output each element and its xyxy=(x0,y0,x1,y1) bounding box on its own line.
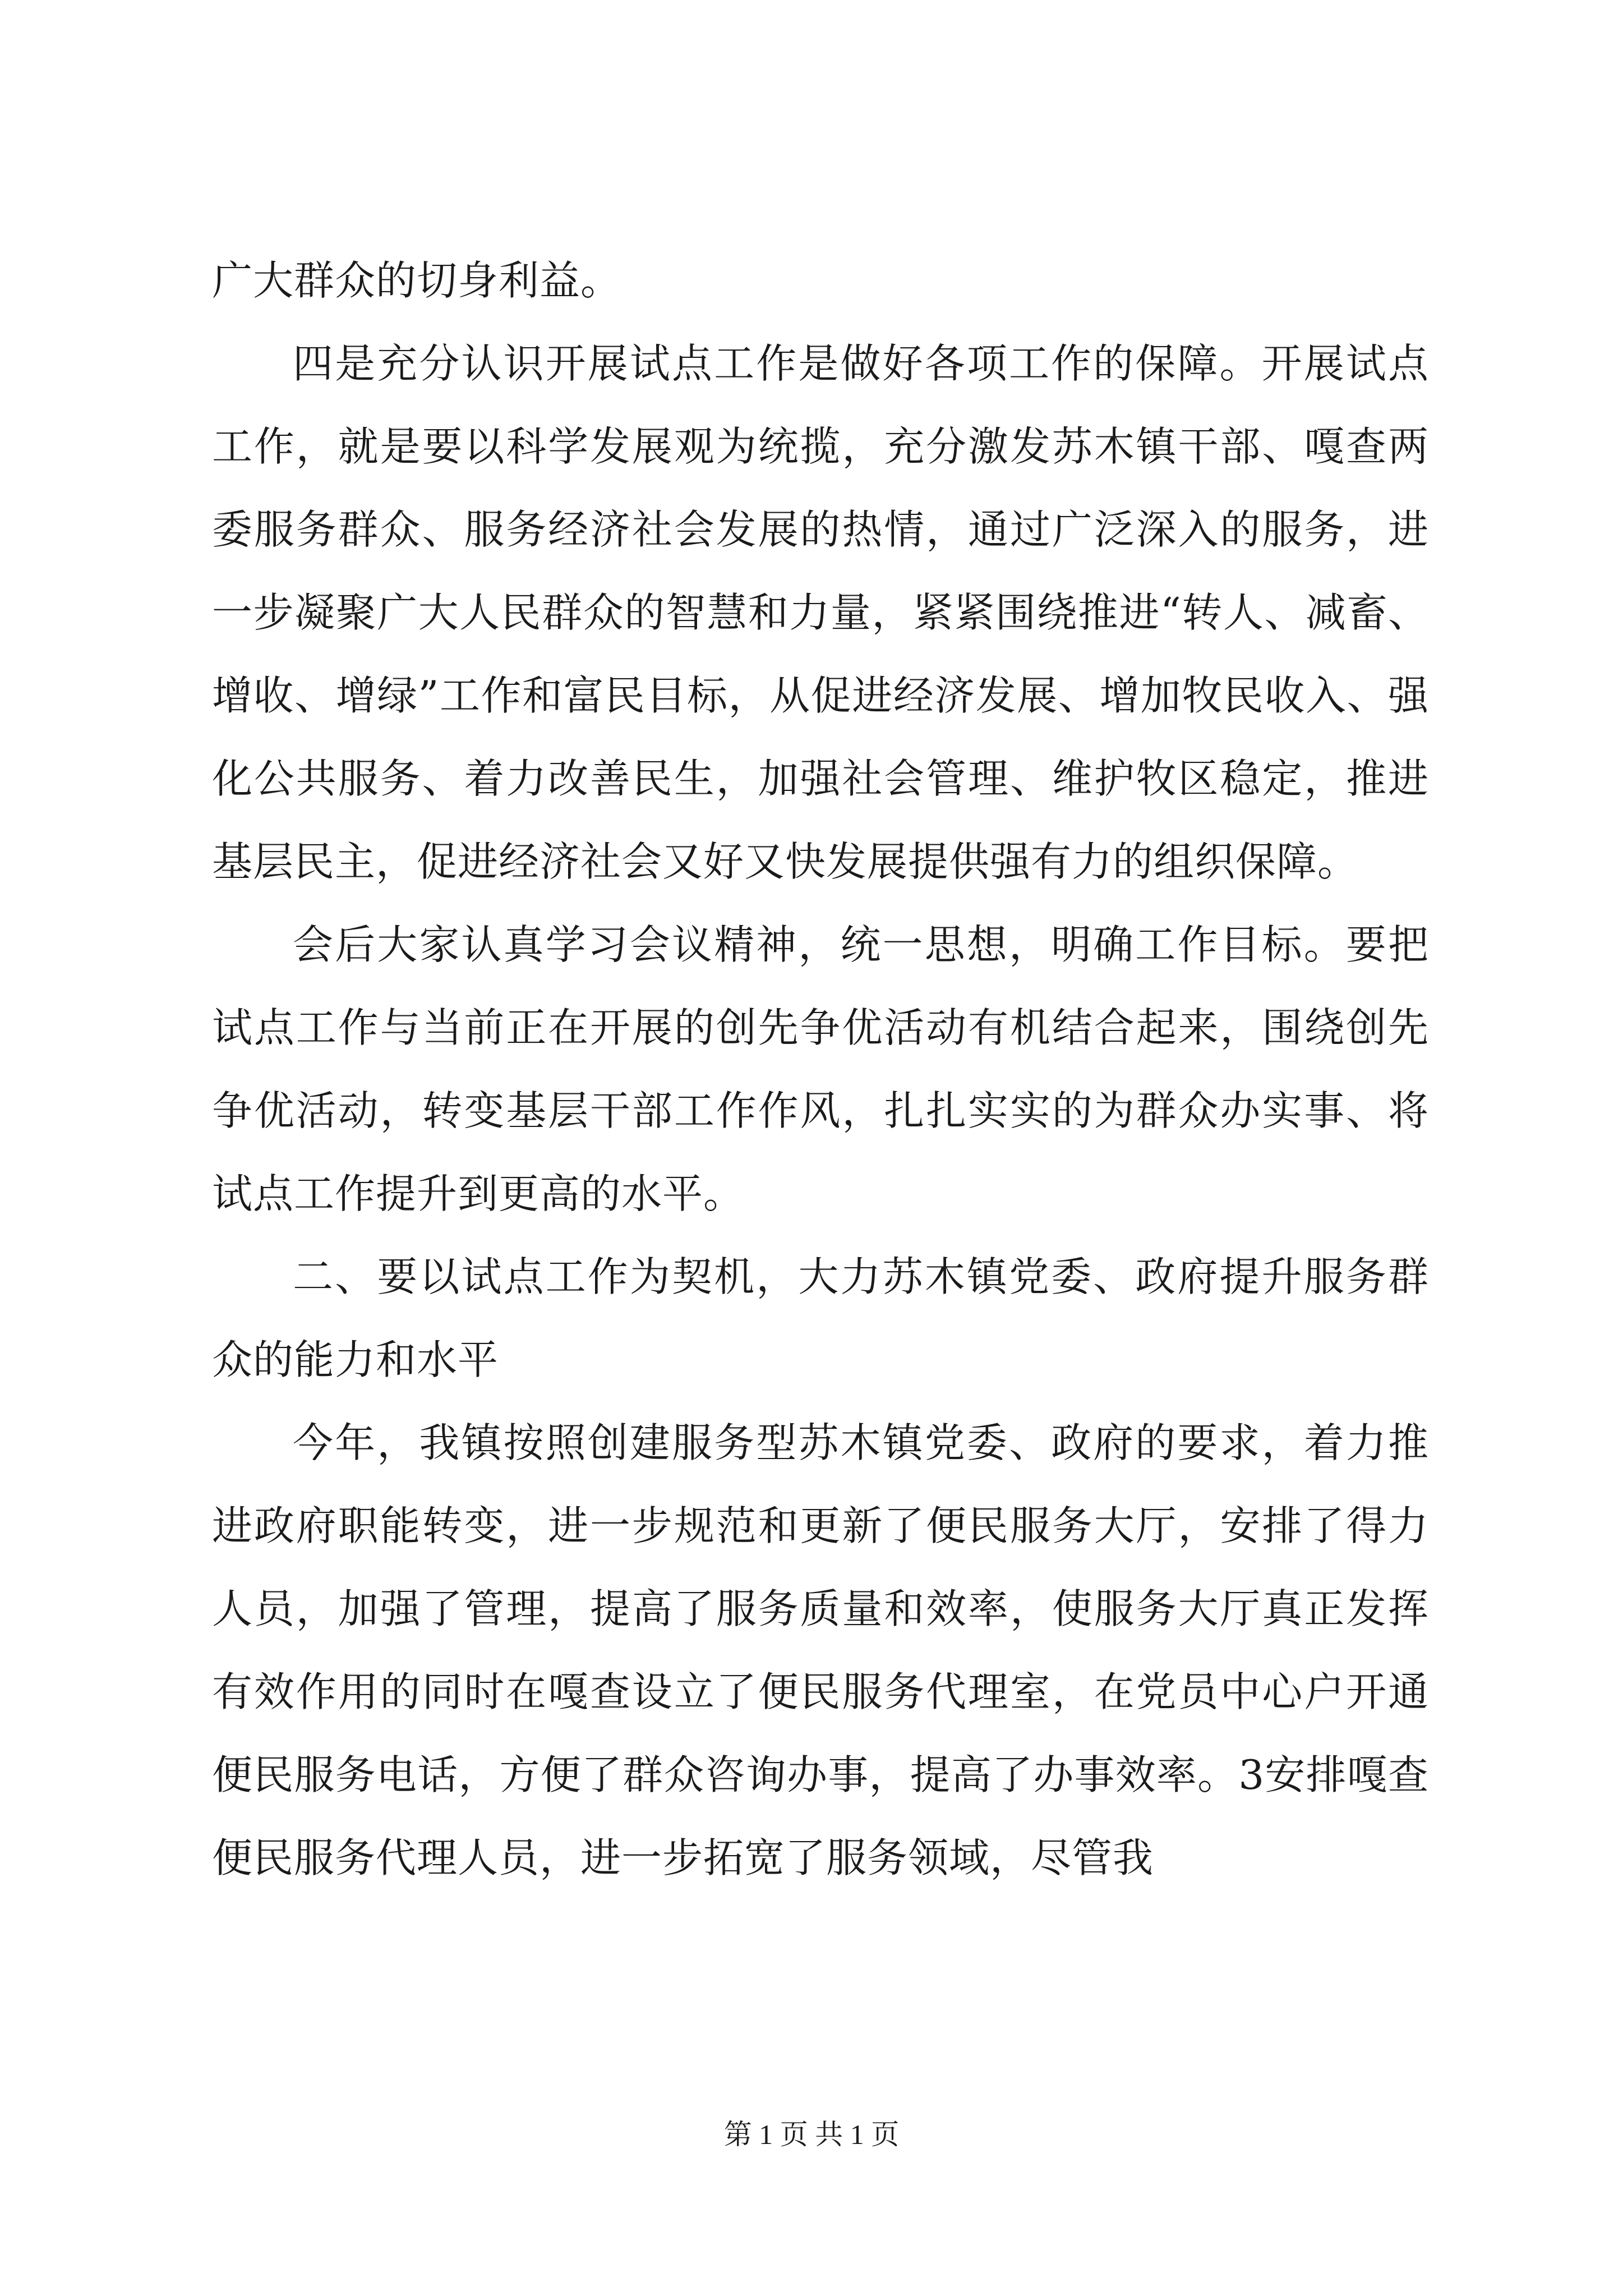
paragraph-2: 四是充分认识开展试点工作是做好各项工作的保障。开展试点工作，就是要以科学发展观为统揽，充分激发苏木镇干部、嘎查两委服务群众、服务经济社会发展的热情，通过广泛深入的服务，进一步凝聚广大人民群众的智慧和力量，紧紧围绕推进“转人、减畜、增收、增绿”工作和富民目标，从促进经济发展、增加牧民收入、强化公共服务、着力改善民生，加强社会管理、维护牧区稳定，推进基层民主，促进经济社会又好又快发展提供强有力的组织保障。 xyxy=(212,340,1429,885)
paragraph-3: 会后大家认真学习会议精神，统一思想，明确工作目标。要把试点工作与当前正在开展的创先争优活动有机结合起来，围绕创先争优活动，转变基层干部工作作风，扎扎实实的为群众办实事、将试点工作提升到更高的水平。 xyxy=(212,921,1429,1217)
document-body xyxy=(212,239,1429,1899)
page-footer: 第 1 页 共 1 页 xyxy=(723,2119,900,2150)
section-heading: 二、要以试点工作为契机，大力苏木镇党委、政府提升服务群众的能力和水平 xyxy=(212,1253,1429,1383)
paragraph-1: 广大群众的切身利益。 xyxy=(212,257,622,304)
paragraph-4: 今年，我镇按照创建服务型苏木镇党委、政府的要求，着力推进政府职能转变，进一步规范和更新了便民服务大厅，安排了得力人员，加强了管理，提高了服务质量和效率，使服务大厅真正发挥有效作用的同时在嘎查设立了便民服务代理室，在党员中心户开通便民服务电话，方便了群众咨询办事，提高了办事效率。3安排嘎查便民服务代理人员，进一步拓宽了服务领域，尽管我 xyxy=(212,1419,1429,1881)
